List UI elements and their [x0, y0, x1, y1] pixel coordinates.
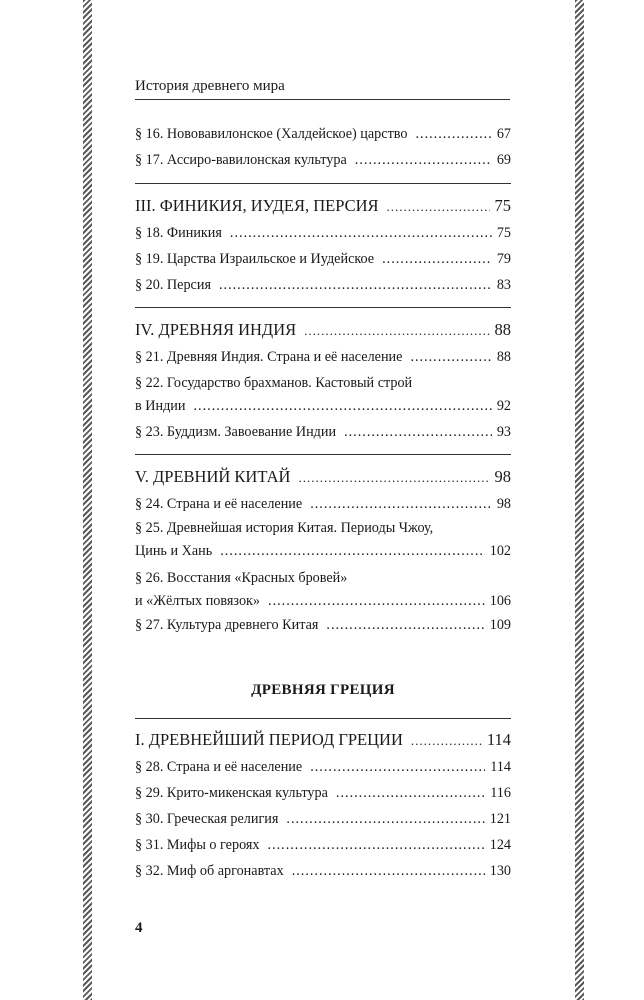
- toc-entry-title: § 17. Ассиро-вавилонская культура: [135, 152, 347, 168]
- toc-page-number: 98: [494, 467, 511, 486]
- toc-entry-title: § 21. Древняя Индия. Страна и её население: [135, 349, 403, 365]
- toc-entry-28[interactable]: [135, 756, 511, 779]
- toc-entry-title: § 19. Царства Израильское и Иудейское: [135, 251, 375, 267]
- toc-entry-19[interactable]: [135, 248, 511, 271]
- leader-dots: [382, 248, 492, 271]
- toc-entry-32[interactable]: [135, 860, 511, 883]
- toc-section-title: I. ДРЕВНЕЙШИЙ ПЕРИОД ГРЕЦИИ: [135, 730, 403, 749]
- toc-entry-title: § 30. Греческая религия: [135, 811, 279, 827]
- toc-entry-24[interactable]: [135, 493, 511, 516]
- toc-entry-title: § 18. Финикия: [135, 225, 222, 241]
- toc-page-number: 98: [496, 496, 511, 512]
- toc-entry-17[interactable]: [135, 149, 511, 172]
- toc-section-title: IV. ДРЕВНЯЯ ИНДИЯ: [135, 320, 297, 339]
- toc-entry-26[interactable]: [135, 567, 511, 613]
- toc-entry-30[interactable]: [135, 808, 511, 831]
- leader-dots: [336, 782, 485, 805]
- toc-entry-title: § 23. Буддизм. Завоевание Индии: [135, 424, 337, 440]
- toc-entry-title: в Индии: [135, 398, 186, 414]
- toc-section-3[interactable]: [135, 195, 511, 218]
- toc-entry-title: и «Жёлтых повязок»: [135, 593, 261, 609]
- toc-entry-16[interactable]: [135, 123, 511, 146]
- toc-entry-title: § 29. Крито-микенская культура: [135, 785, 328, 801]
- leader-dots: [415, 123, 491, 146]
- leader-dots: [219, 274, 492, 297]
- leader-dots: [304, 320, 489, 342]
- toc-entry-title-line1: § 22. Государство брахманов. Кастовый строй: [135, 375, 413, 391]
- toc-section-title: III. ФИНИКИЯ, ИУДЕЯ, ПЕРСИЯ: [135, 196, 379, 215]
- section-divider: [135, 307, 511, 308]
- leader-dots: [411, 730, 482, 752]
- leader-dots: [292, 860, 485, 883]
- toc-entry-title: § 20. Персия: [135, 277, 211, 293]
- toc-entry-29[interactable]: [135, 782, 511, 805]
- toc-entry-25[interactable]: [135, 517, 511, 563]
- toc-section-4[interactable]: [135, 319, 511, 342]
- toc-page-number: 67: [496, 126, 511, 142]
- toc-entry-22[interactable]: [135, 372, 511, 418]
- toc-entry-title-line1: § 26. Восстания «Красных бровей»: [135, 570, 348, 586]
- toc-entry-23[interactable]: [135, 421, 511, 444]
- leader-dots: [326, 614, 484, 637]
- toc-page-number: 83: [496, 277, 511, 293]
- toc-page-number: 130: [489, 863, 511, 879]
- toc-page-number: 75: [494, 196, 511, 215]
- leader-dots: [286, 808, 484, 831]
- toc-entry-31[interactable]: [135, 834, 511, 857]
- toc-entry-title: § 28. Страна и её население: [135, 759, 303, 775]
- toc-page-number: 116: [490, 785, 511, 801]
- toc-entry-title: § 32. Миф об аргонавтах: [135, 863, 284, 879]
- leader-dots: [220, 540, 485, 563]
- toc-section-5[interactable]: [135, 466, 511, 489]
- toc-page-number: 114: [490, 759, 511, 775]
- toc-page-number: 69: [496, 152, 511, 168]
- section-divider: [135, 454, 511, 455]
- leader-dots: [310, 493, 492, 516]
- leader-dots: [298, 467, 489, 489]
- toc-entry-21[interactable]: [135, 346, 511, 369]
- toc-page-number: 114: [486, 730, 511, 749]
- left-hatched-border: [83, 0, 92, 1000]
- toc-entry-title: Цинь и Хань: [135, 543, 213, 559]
- leader-dots: [268, 834, 485, 857]
- toc-page-number: 88: [496, 349, 511, 365]
- running-header: История древнего мира: [135, 78, 510, 100]
- right-hatched-border: [575, 0, 584, 1000]
- toc-entry-27[interactable]: [135, 614, 511, 637]
- toc-page-number: 121: [489, 811, 511, 827]
- toc-entry-20[interactable]: [135, 274, 511, 297]
- leader-dots: [310, 756, 485, 779]
- toc-section-title: V. ДРЕВНИЙ КИТАЙ: [135, 467, 291, 486]
- toc-section-greece-1[interactable]: [135, 729, 511, 752]
- section-divider: [135, 183, 511, 184]
- toc-page-number: 102: [489, 543, 511, 559]
- leader-dots: [355, 149, 492, 172]
- page-number: 4: [135, 920, 143, 936]
- toc-page-number: 109: [489, 617, 511, 633]
- toc-entry-title: § 24. Страна и её население: [135, 496, 303, 512]
- leader-dots: [194, 395, 492, 418]
- toc-page-number: 79: [496, 251, 511, 267]
- part-title[interactable]: ДРЕВНЯЯ ГРЕЦИЯ: [251, 682, 395, 698]
- leader-dots: [344, 421, 492, 444]
- toc-page-number: 93: [496, 424, 511, 440]
- toc-entry-title: § 16. Нововавилонское (Халдейское) царство: [135, 126, 408, 142]
- leader-dots: [230, 222, 492, 245]
- toc-page-number: 106: [489, 593, 511, 609]
- leader-dots: [410, 346, 491, 369]
- toc-entry-18[interactable]: [135, 222, 511, 245]
- section-divider: [135, 718, 511, 719]
- toc-entry-title: § 31. Мифы о героях: [135, 837, 260, 853]
- leader-dots: [387, 196, 490, 218]
- toc-page-number: 124: [489, 837, 511, 853]
- toc-page-number: 92: [496, 398, 511, 414]
- toc-page-number: 88: [494, 320, 511, 339]
- toc-entry-title: § 27. Культура древнего Китая: [135, 617, 319, 633]
- leader-dots: [268, 590, 485, 613]
- toc-page-number: 75: [496, 225, 511, 241]
- toc-entry-title-line1: § 25. Древнейшая история Китая. Периоды Чжоу,: [135, 520, 434, 536]
